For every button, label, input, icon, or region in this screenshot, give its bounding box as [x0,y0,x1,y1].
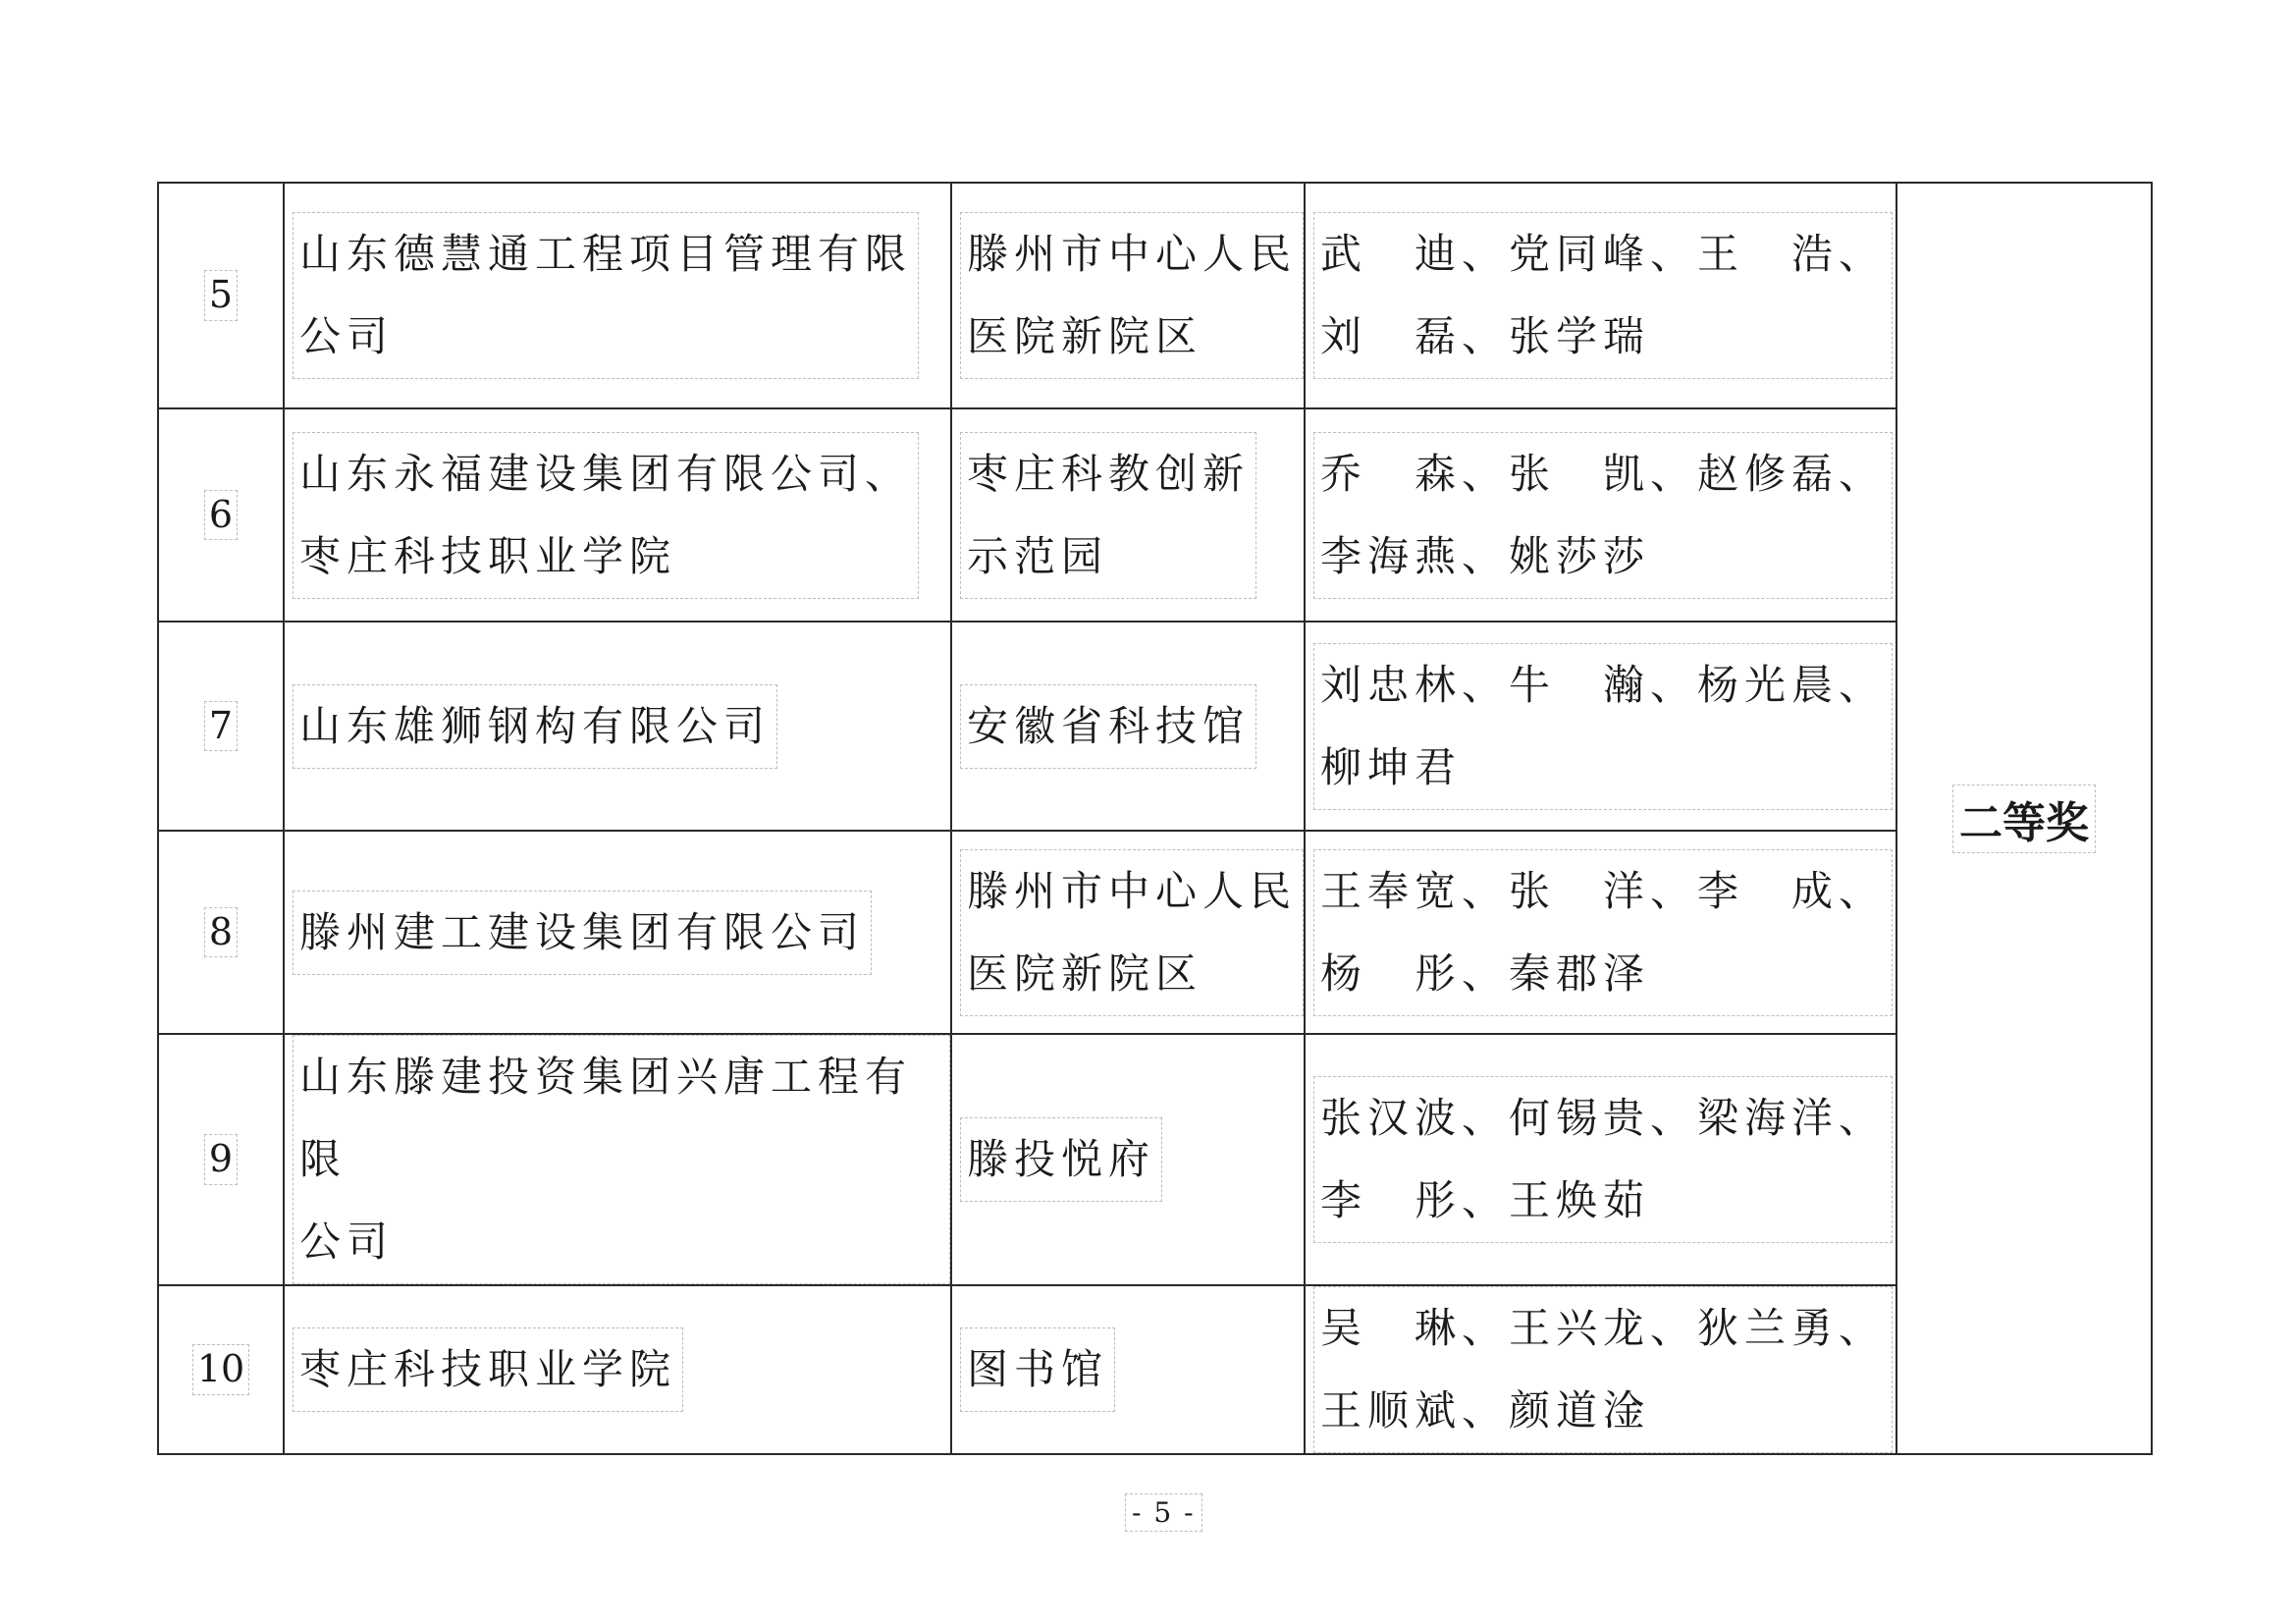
table-row [158,1034,2152,1285]
organization-name: 山东永福建设集团有限公司、 枣庄科技职业学院 [293,432,919,599]
people-names: 王奉宽、张 洋、李 成、 杨 彤、秦郡泽 [1313,849,1893,1016]
people-cell [1305,183,1896,408]
organization-cell [284,408,951,622]
project-cell [951,622,1305,831]
row-number: 5 [204,270,238,321]
page-number: - 5 - [1125,1493,1202,1532]
people-names: 刘忠林、牛 瀚、杨光晨、 柳坤君 [1313,643,1893,810]
row-number: 6 [204,490,238,541]
award-level-cell [1896,183,2152,1454]
row-number: 8 [204,907,238,958]
organization-cell [284,1034,951,1285]
project-cell [951,183,1305,408]
project-cell [951,408,1305,622]
people-names: 张汉波、何锡贵、梁海洋、 李 彤、王焕茹 [1313,1076,1893,1243]
organization-name: 滕州建工建设集团有限公司 [293,891,872,975]
people-names: 吴 琳、王兴龙、狄兰勇、 王顺斌、颜道淦 [1313,1286,1893,1453]
people-cell [1305,1034,1896,1285]
organization-cell [284,183,951,408]
row-number: 10 [192,1344,249,1395]
project-name: 图书馆 [960,1327,1115,1412]
table-row [158,408,2152,622]
row-number-cell [158,183,284,408]
project-cell [951,1285,1305,1454]
organization-cell [284,1285,951,1454]
table-row [158,831,2152,1034]
table-row [158,1285,2152,1454]
award-table [157,182,2153,1455]
project-name: 滕投悦府 [960,1117,1162,1202]
people-names: 乔 森、张 凯、赵修磊、 李海燕、姚莎莎 [1313,432,1893,599]
project-cell [951,1034,1305,1285]
row-number-cell [158,622,284,831]
row-number-cell [158,1034,284,1285]
organization-name: 枣庄科技职业学院 [293,1327,683,1412]
organization-name: 山东雄狮钢构有限公司 [293,684,777,769]
table-row [158,622,2152,831]
project-cell [951,831,1305,1034]
row-number-cell [158,408,284,622]
project-name: 滕州市中心人民 医院新院区 [960,849,1304,1016]
people-cell [1305,408,1896,622]
people-names: 武 迪、党同峰、王 浩、 刘 磊、张学瑞 [1313,212,1893,379]
table-row [158,183,2152,408]
row-number: 9 [204,1134,238,1185]
organization-cell [284,622,951,831]
award-level: 二等奖 [1952,785,2096,853]
row-number-cell [158,831,284,1034]
project-name: 安徽省科技馆 [960,684,1256,769]
people-cell [1305,622,1896,831]
organization-cell [284,831,951,1034]
project-name: 枣庄科教创新 示范园 [960,432,1256,599]
organization-name: 山东滕建投资集团兴唐工程有限 公司 [293,1035,950,1284]
people-cell [1305,831,1896,1034]
organization-name: 山东德慧通工程项目管理有限 公司 [293,212,919,379]
row-number-cell [158,1285,284,1454]
people-cell [1305,1285,1896,1454]
row-number: 7 [204,701,238,752]
project-name: 滕州市中心人民 医院新院区 [960,212,1304,379]
